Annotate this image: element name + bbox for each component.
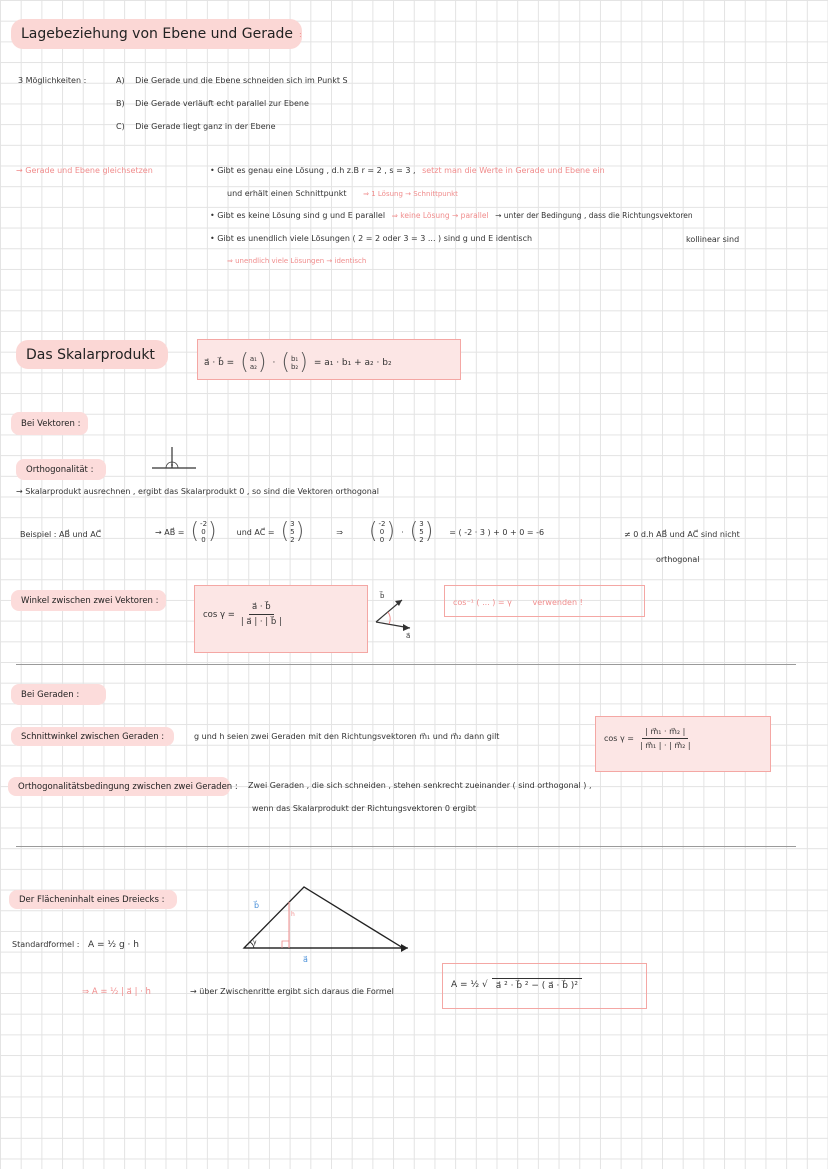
arccos-hint-box — [444, 585, 645, 617]
divider-1 — [16, 664, 796, 665]
dreieck-arrow-text: → über Zwischenritte ergibt sich daraus die Formel — [190, 987, 394, 996]
vec-ab2-2: 0 — [379, 528, 385, 536]
skalar-formula-box — [197, 339, 461, 380]
ortho-text-1: Zwei Geraden , die sich schneiden , stehen senkrecht zueinander ( sind orthogonal ) , — [248, 781, 592, 790]
winkel-fraction — [241, 602, 282, 627]
schnittwinkel-label-text: Schnittwinkel zwischen Geraden : — [21, 731, 165, 742]
schnittwinkel-numerator: | m⃗₁ · m⃗₂ | — [642, 727, 688, 739]
schnittwinkel-cos-label: cos γ = — [604, 734, 634, 743]
bullet-1-line-1 — [210, 166, 605, 175]
arccos-verwenden: verwenden ! — [532, 598, 583, 607]
winkel-formula-box — [194, 585, 368, 653]
option-c-text: Die Gerade liegt ganz in der Ebene — [135, 122, 276, 131]
schnittwinkel-formula-box — [595, 716, 771, 772]
triangle-a-label: a⃗ — [303, 955, 308, 964]
ortho-label-text: Orthogonalitätsbedingung zwischen zwei Geraden : — [18, 781, 238, 792]
triangle-diagram — [236, 880, 416, 965]
orthogonal-label — [16, 459, 106, 480]
orthogonal-label-text: Orthogonalität : — [26, 464, 94, 475]
option-a-label: A) — [116, 76, 125, 85]
schnittwinkel-label — [11, 727, 174, 746]
winkel-numerator: a⃗ · b⃗ — [249, 602, 274, 615]
option-a — [116, 76, 348, 85]
section-title-skalar — [16, 340, 168, 369]
final-formula-lhs: A = ½ √ — [451, 979, 488, 990]
bullet-1-text: • Gibt es genau eine Lösung , d.h z.B r = 2 , s = 3 , — [210, 166, 416, 175]
dreieck-label — [9, 890, 177, 909]
standard-formula-text: A = ½ g · h — [87, 940, 139, 950]
final-formula-inner: a⃗ ² · b⃗ ² − ( a⃗ · b⃗ )² — [492, 978, 582, 991]
beispiel-ac-label: und AC⃗ = — [236, 527, 275, 537]
skalar-formula-rhs: = a₁ · b₁ + a₂ · b₂ — [313, 358, 392, 368]
perpendicular-icon — [150, 444, 198, 470]
standard-label: Standardformel : — [12, 940, 80, 949]
bei-vektoren-label — [11, 412, 88, 435]
alt-formula: ⇒ A = ½ | a⃗ | · h — [82, 987, 151, 997]
section-title-skalar-text: Das Skalarprodukt — [26, 346, 155, 363]
vector-ac-matrix-2: ( 3 5 2 ) — [409, 519, 434, 544]
beispiel-label: Beispiel : AB⃗ und AC⃗ — [20, 530, 102, 539]
bei-vektoren-text: Bei Vektoren : — [21, 418, 81, 429]
bullet-1-line-2-text: und erhält einen Schnittpunkt — [227, 189, 347, 198]
vec-ab2-1: -2 — [378, 520, 386, 528]
vec-ac-3: 2 — [290, 536, 295, 544]
option-c-label: C) — [116, 122, 125, 131]
vec-ac-1: 3 — [290, 520, 295, 528]
beispiel-calc: = ( -2 · 3 ) + 0 + 0 = -6 — [449, 527, 545, 537]
divider-2 — [16, 846, 796, 847]
option-b — [116, 99, 309, 108]
bullet-3: • Gibt es unendlich viele Lösungen ( 2 = 2 oder 3 = 3 ... ) sind g und E identisch — [210, 234, 533, 243]
option-a-text: Die Gerade und die Ebene schneiden sich im Punkt S — [135, 76, 348, 85]
dreieck-label-text: Der Flächeninhalt eines Dreiecks : — [19, 894, 165, 905]
vec-ab2-3: 0 — [379, 536, 385, 544]
vector-ab-matrix-2: ( -2 0 0 ) — [368, 519, 396, 544]
vector-ab-matrix: ( -2 0 0 ) — [190, 519, 217, 544]
beispiel-result-2: orthogonal — [656, 555, 700, 564]
bullet-1-arrow: ⇒ 1 Lösung → Schnittpunkt — [363, 190, 458, 198]
vec-ac2-1: 3 — [419, 520, 424, 528]
vec-ab-1: -2 — [200, 520, 208, 528]
ortho-label — [8, 777, 238, 796]
winkel-cos-label: cos γ = — [203, 609, 235, 620]
arccos-hint-text: cos⁻¹ ( ... ) = γ — [453, 598, 512, 607]
triangle-gamma-label: γ — [253, 939, 257, 946]
vec-ab-2: 0 — [201, 528, 206, 536]
option-c — [116, 122, 276, 131]
section-title-lage — [11, 19, 302, 49]
angle-vectors-icon — [368, 590, 418, 640]
vec-ac2-2: 5 — [419, 528, 424, 536]
title-colon: : — [299, 29, 302, 39]
final-formula-box — [442, 963, 647, 1009]
winkel-denominator: | a⃗ | · | b⃗ | — [240, 617, 282, 627]
moeglichkeiten-label: 3 Möglichkeiten : — [18, 76, 87, 85]
vector-ac-matrix: ( 3 5 2 ) — [280, 519, 305, 544]
bei-geraden-label — [11, 684, 106, 705]
bullet-2 — [210, 211, 693, 220]
bullet-1-highlight: setzt man die Werte in Gerade und Ebene ein — [422, 166, 605, 175]
beispiel-vectors: → AB⃗ = ( -2 0 0 ) und AC⃗ = ( 3 5 2 ) ⇒ ( -2 0 0 ) · ( 3 5 2 ) = ( -2 · 3 ) + 0 + 0 = -6 — [155, 519, 545, 544]
schnittwinkel-denominator: | m⃗₁ | · | m⃗₂ | — [639, 741, 691, 750]
winkel-label-text: Winkel zwischen zwei Vektoren : — [21, 595, 159, 606]
option-b-text: Die Gerade verläuft echt parallel zur Ebene — [135, 99, 309, 108]
bei-geraden-text: Bei Geraden : — [21, 689, 80, 700]
bullet-2-arrow: ⇒ keine Lösung → parallel — [391, 211, 489, 220]
standard-formula — [12, 940, 139, 950]
vec-ac-2: 5 — [290, 528, 295, 536]
bullet-2-condition: → unter der Bedingung , dass die Richtungsvektoren — [495, 211, 693, 220]
triangle-b-label: b⃗ — [254, 901, 260, 910]
winkel-formula — [203, 602, 282, 627]
bullet-2-text: • Gibt es keine Lösung sind g und E parallel — [210, 211, 386, 220]
bullet-1-line-2 — [227, 189, 458, 198]
vec-ac2-3: 2 — [419, 536, 424, 544]
vector-a-label: a⃗ — [406, 632, 411, 640]
bullet-2-kollinear: kollinear sind — [686, 235, 740, 244]
beispiel-ab-label: → AB⃗ = — [155, 527, 185, 537]
winkel-label — [11, 590, 166, 611]
orthogonal-text: → Skalarprodukt ausrechnen , ergibt das Skalarprodukt 0 , so sind die Vektoren orthogonal — [16, 487, 379, 496]
schnittwinkel-fraction — [640, 727, 691, 750]
skalar-formula-lhs: a⃗ · b⃗ = — [204, 358, 235, 368]
vector-b-label: b⃗ — [380, 592, 385, 600]
schnittwinkel-text: g und h seien zwei Geraden mit den Richtungsvektoren m⃗₁ und m⃗₂ dann gilt — [194, 732, 500, 741]
triangle-h-label: h — [291, 911, 295, 918]
section-title-lage-text: Lagebeziehung von Ebene und Gerade — [21, 26, 294, 42]
vector-a-matrix: ( a₁ a₂ ) — [240, 350, 267, 375]
method-text: → Gerade und Ebene gleichsetzen — [16, 166, 153, 175]
option-b-label: B) — [116, 99, 125, 108]
skalar-formula: a⃗ · b⃗ = ( a₁ a₂ ) · ( b₁ b₂ ) = a₁ · b₁ + a₂ · b₂ — [204, 350, 392, 375]
bullet-3-arrow: ⇒ unendlich viele Lösungen → identisch — [227, 257, 367, 265]
ortho-text-2: wenn das Skalarprodukt der Richtungsvektoren 0 ergibt — [252, 804, 477, 813]
arccos-hint — [453, 598, 583, 607]
schnittwinkel-formula — [604, 727, 691, 750]
beispiel-result: ≠ 0 d.h AB⃗ und AC⃗ sind nicht — [624, 530, 740, 539]
vector-b-matrix: ( b₁ b₂ ) — [281, 350, 308, 375]
vec-ab-3: 0 — [201, 536, 206, 544]
final-formula — [451, 978, 582, 991]
